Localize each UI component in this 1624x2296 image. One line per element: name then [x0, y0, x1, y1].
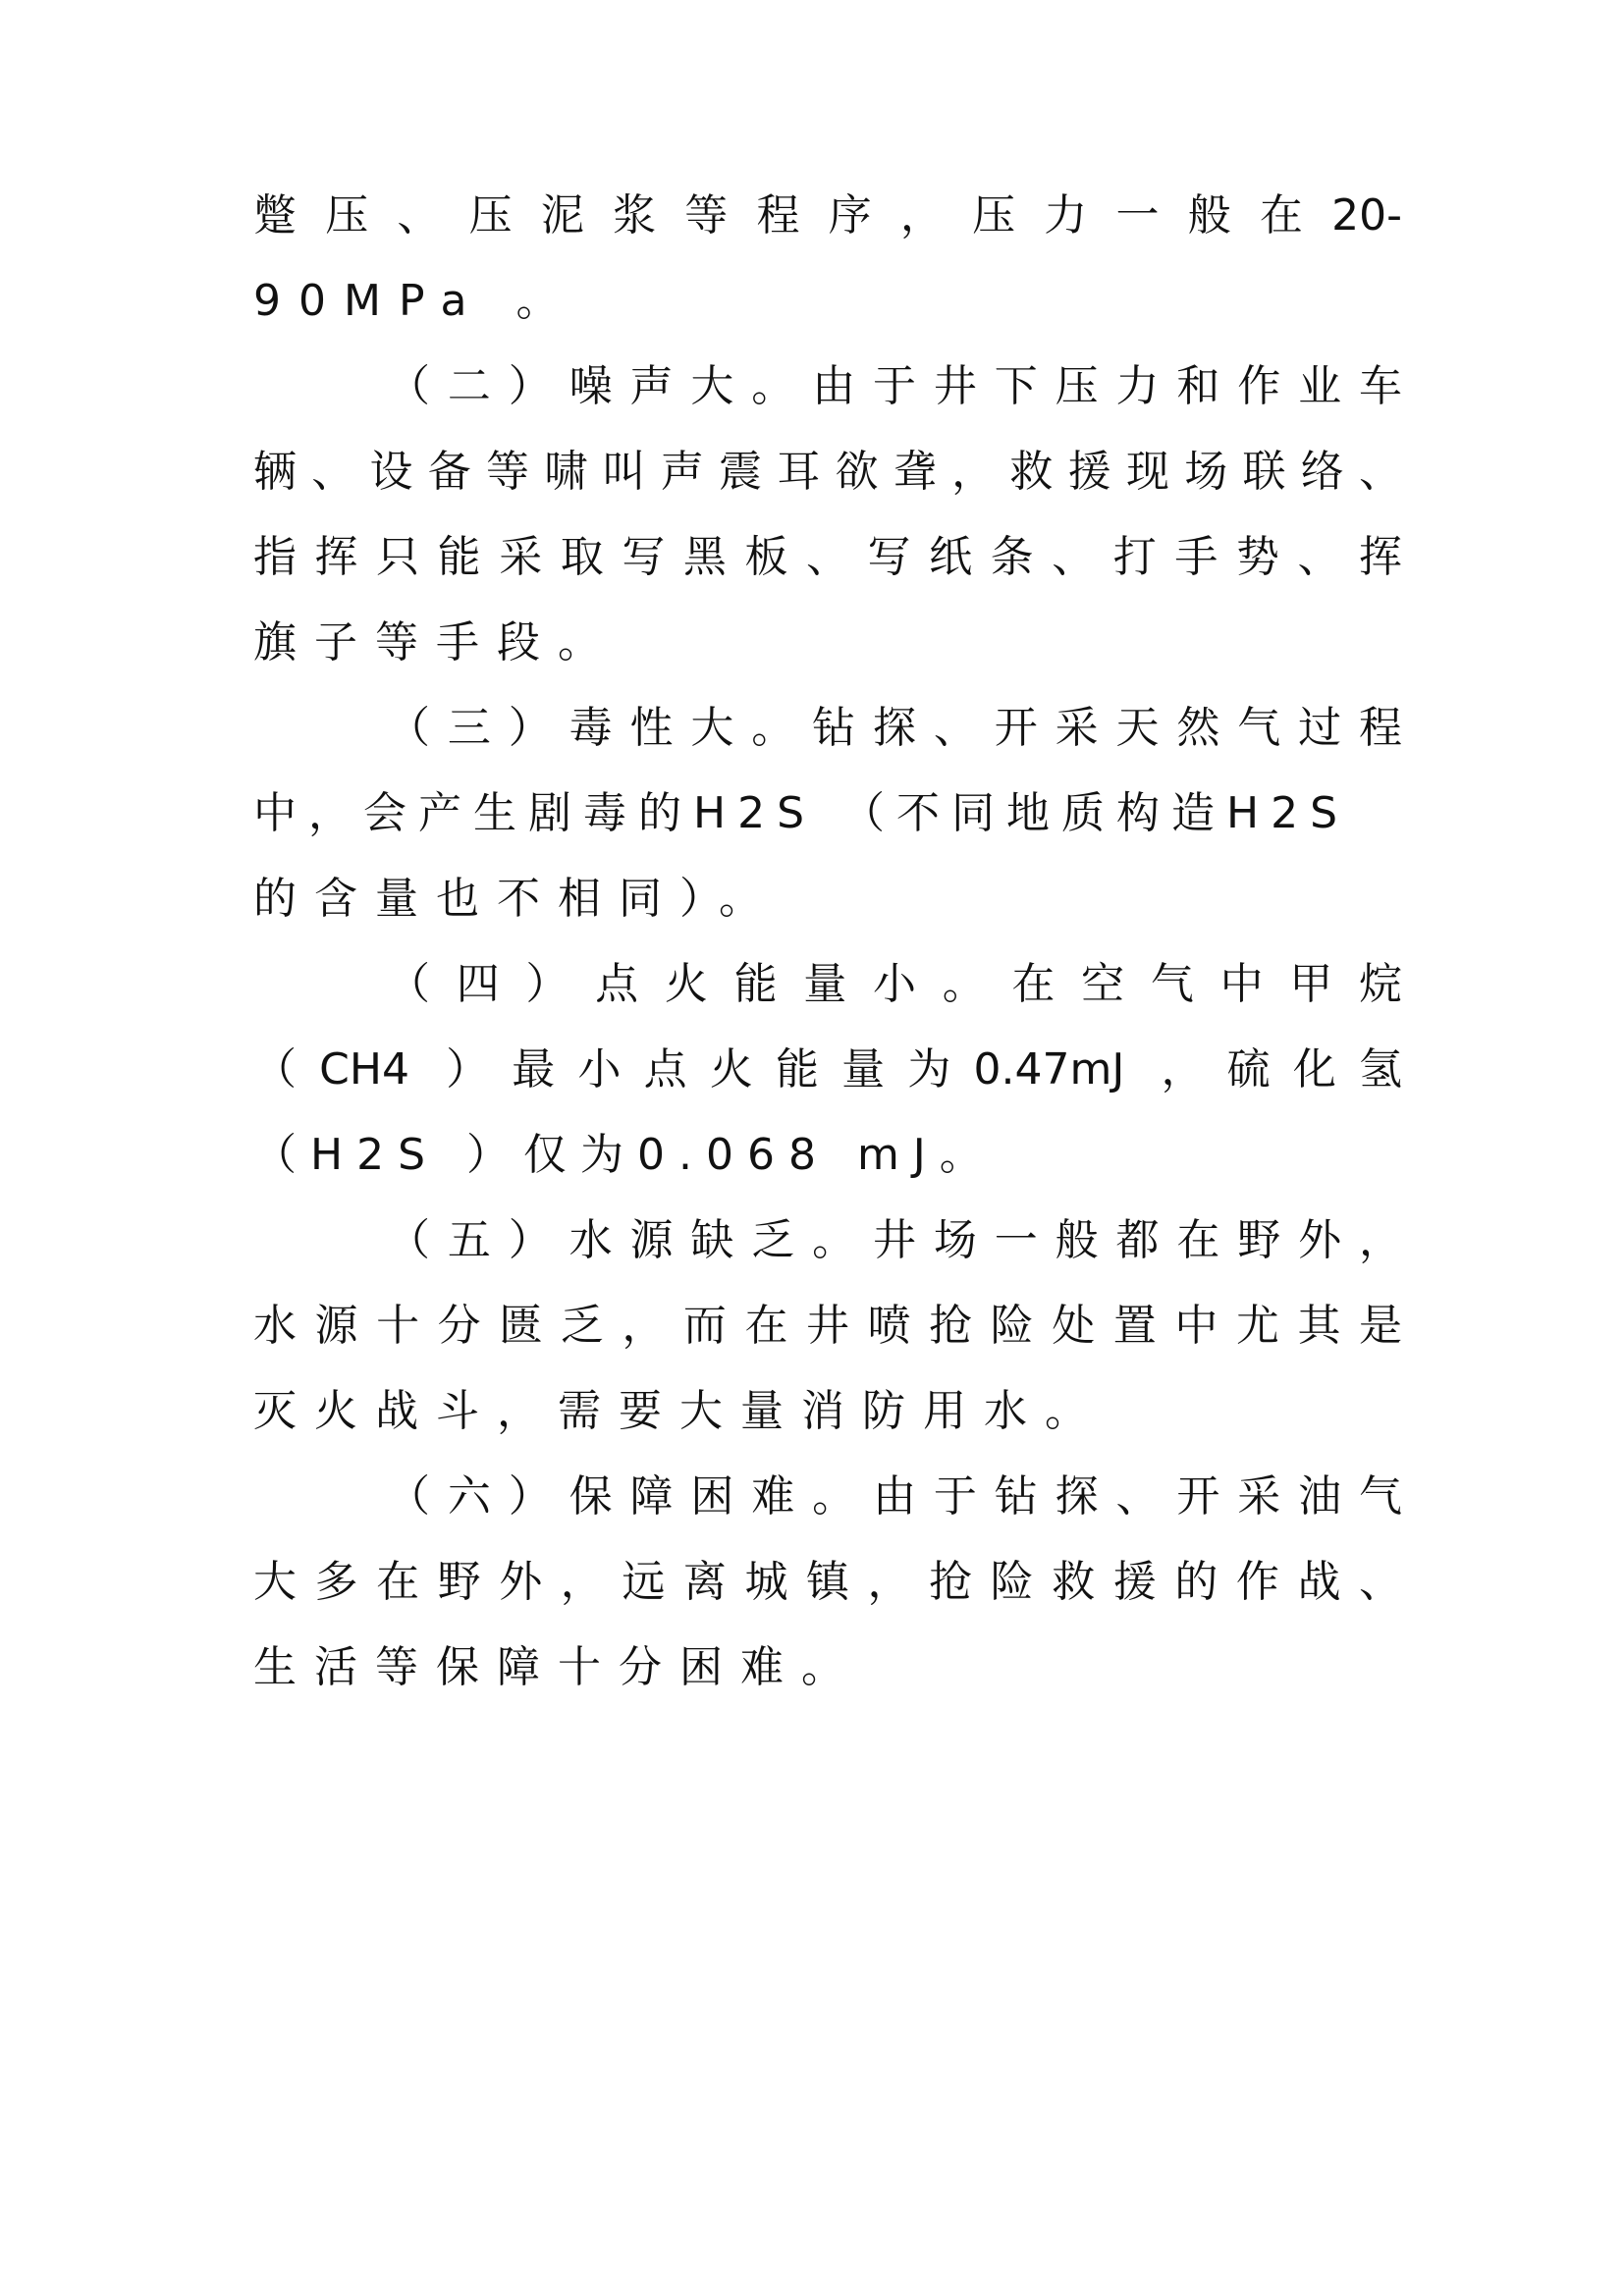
paragraph-heading-5: （五）水源缺乏。井场一般都在野外，: [387, 1215, 1402, 1265]
text-line: 大多在野外，远离城镇，抢险救援的作战、: [253, 1557, 1402, 1607]
text-line: 生活等保障十分困难。: [253, 1642, 862, 1692]
text-line: 蹩压、压泥浆等程序，压力一般在20-: [253, 190, 1402, 240]
text-line: 辆、设备等啸叫声震耳欲聋，救援现场联络、: [253, 447, 1402, 497]
text-line: （H2S ）仅为0.068 mJ。: [253, 1130, 997, 1180]
text-line: 灭火战斗，需要大量消防用水。: [253, 1386, 1106, 1436]
text-line: 旗子等手段。: [253, 617, 619, 667]
text-line: 水源十分匮乏，而在井喷抢险处置中尤其是: [253, 1301, 1402, 1351]
text-line: 中，会产生剧毒的H2S （不同地质构造H2S: [253, 788, 1350, 838]
paragraph-heading-2: （二）噪声大。由于井下压力和作业车: [387, 361, 1402, 411]
text-line: （CH4 ）最小点火能量为0.47mJ ，硫化氢: [253, 1044, 1402, 1095]
paragraph-heading-6: （六）保障困难。由于钻探、开采油气: [387, 1471, 1402, 1522]
text-line: 90MPa 。: [253, 276, 577, 326]
text-line: 的含量也不相同）。: [253, 874, 780, 924]
text-line: 指挥只能采取写黑板、写纸条、打手势、挥: [253, 532, 1402, 582]
paragraph-heading-4: （四）点火能量小。在空气中甲烷: [387, 959, 1402, 1009]
paragraph-heading-3: （三）毒性大。钻探、开采天然气过程: [387, 703, 1402, 753]
